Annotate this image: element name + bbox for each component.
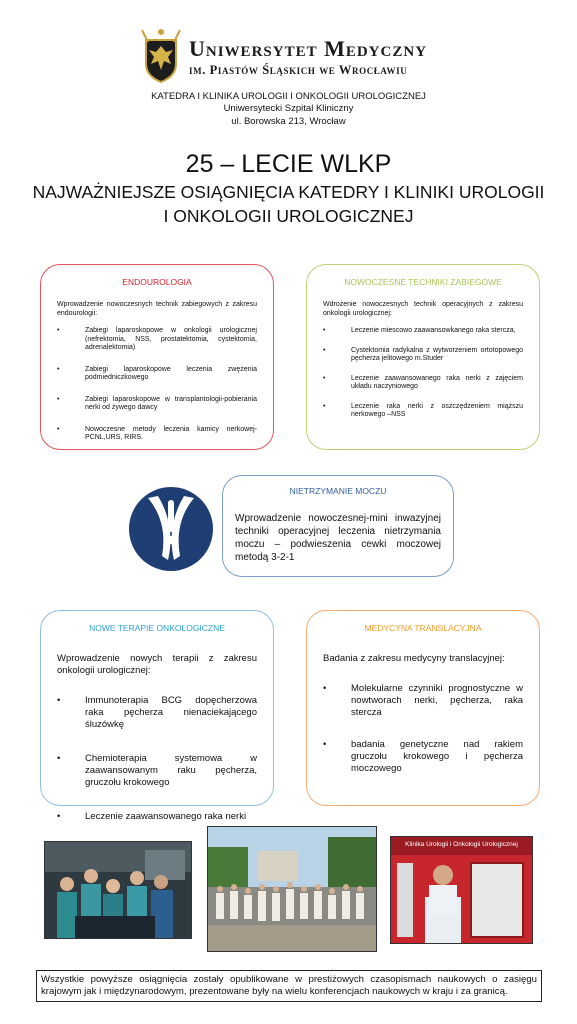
- translacyjna-list: [323, 683, 523, 795]
- techniki-intro: Wdrożenie nowoczesnych technik operacyjnych z zakresu onkologii urologicznej:: [323, 301, 523, 317]
- list-item: • Immunoterapia BCG dopęcherzowa raka pęcherza nienaciekającego śluzówkę: [57, 695, 257, 731]
- list-item: • Leczenie raka nerki z oszczędzeniem miąższu nerkowego –NSS: [323, 403, 523, 420]
- poster-title: 25 – LECIE WLKP: [185, 150, 392, 178]
- list-item: • badania genetyczne nad rakiem gruczołu krokowego i pęcherza moczowego: [323, 739, 523, 775]
- urology-exclamation-icon: [128, 486, 214, 572]
- endourologia-title: ENDOUROLOGIA: [122, 277, 192, 287]
- hospital-name: Uniwersytecki Szpital Kliniczny: [223, 103, 354, 114]
- list-item: • Cystektomia radykalna z wytworzeniem ortotopowego pęcherza jelitowego m.Studer: [323, 347, 523, 364]
- department-name: KATEDRA I KLINIKA UROLOGII I ONKOLOGII UROLOGICZNEJ: [151, 91, 426, 102]
- terapie-title: NOWE TERAPIE ONKOLOGICZNE: [89, 623, 225, 633]
- surgical-team-photo: [44, 841, 192, 939]
- endourologia-list: [57, 327, 257, 456]
- nietrzymanie-title: NIETRZYMANIE MOCZU: [289, 486, 387, 496]
- techniki-list: [323, 327, 523, 431]
- terapie-list: [57, 695, 257, 845]
- list-item: • Nowoczesne metody leczenia kamicy nerkowej-PCNL,URS, RIRS.: [57, 426, 257, 443]
- terapie-box: [40, 610, 274, 822]
- clinic-door-photo: [390, 836, 533, 944]
- list-item: • Zabiegi laparoskopowe w onkologii urologicznej (nefrektomia, NSS, prostatektomia, cystektomia, adrenalektomia): [57, 327, 257, 353]
- nietrzymanie-text: Wprowadzenie nowoczesnej-mini inwazyjnej techniki operacyjnej leczenia nietrzymania moczu – podwieszenia cewki moczowej metodą 3-2-1: [235, 513, 441, 563]
- footer-note: Wszystkie powyższe osiągnięcia zostały opublikowane w prestiżowych czasopismach naukowych o zasięgu krajowym jak i międzynarodowym, prezentowane były na wielu konferencjach naukowych w kraju i za granicą.: [36, 970, 542, 1002]
- list-item: • Zabiegi laparoskopowe leczenia zwężenia podmiedniczkowego: [57, 366, 257, 383]
- translacyjna-title: MEDYCYNA TRANSLACYJNA: [364, 623, 482, 633]
- endourologia-intro: Wprowadzenie nowoczesnych technik zabiegowych z zakresu endourologii:: [57, 301, 257, 317]
- address: ul. Borowska 213, Wrocław: [231, 116, 346, 127]
- group-photo: [207, 826, 377, 952]
- list-item: • Molekularne czynniki prognostyczne w nowtworach nerki, pęcherza, raka stercza: [323, 683, 523, 719]
- techniki-box: [306, 264, 540, 450]
- list-item: • Zabiegi laparoskopowe w transplantologii-pobierania nerki od żywego dawcy: [57, 396, 257, 413]
- poster-subtitle: NAJWAŻNIEJSZE OSIĄGNIĘCIA KATEDRY I KLINIKI UROLOGII I ONKOLOGII UROLOGICZNEJ: [32, 182, 545, 226]
- endourologia-box: [40, 264, 274, 450]
- list-item: • Leczenie miescowo zaawansowkanego raka stercza,: [323, 327, 523, 336]
- list-item: • Chemioterapia systemowa w zaawansowanym raku pęcherza, gruczołu krokowego: [57, 753, 257, 789]
- university-subtitle: im. Piastów Śląskich we Wrocławiu: [189, 63, 408, 77]
- translacyjna-box: [306, 610, 540, 806]
- list-item: • Leczenie zaawansowanego raka nerki z zajęciem układu naczyniowego: [323, 375, 523, 392]
- terapie-intro: Wprowadzenie nowych terapii z zakresu onkologii urologicznej:: [57, 653, 257, 676]
- translacyjna-intro: Badania z zakresu medycyny translacyjnej:: [323, 653, 505, 664]
- university-name: Uniwersytet Medyczny: [189, 36, 428, 61]
- list-item: • Leczenie zaawansowanego raka nerki: [57, 811, 257, 823]
- techniki-title: NOWOCZESNE TECHNIKI ZABIEGOWE: [344, 277, 502, 287]
- nietrzymanie-box: [222, 475, 454, 577]
- university-crest-logo: [140, 26, 182, 84]
- clinic-sign-text: Klinika Urologii i Onkologii Urologicznej: [405, 841, 518, 848]
